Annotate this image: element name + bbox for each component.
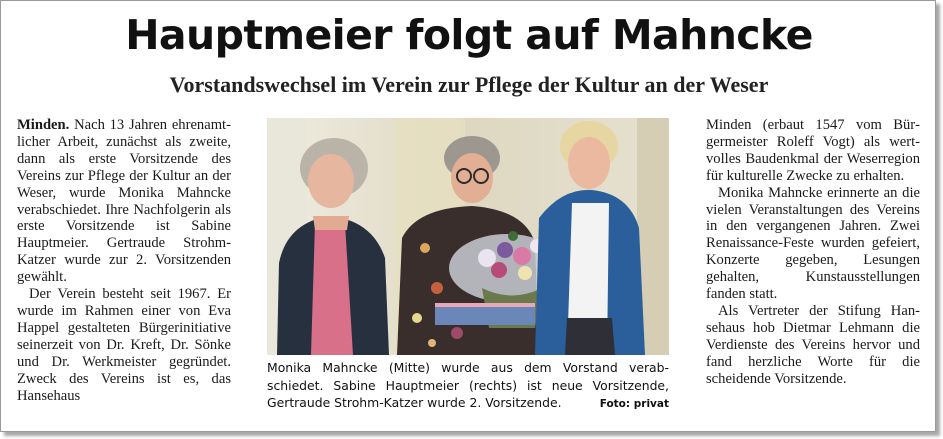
dateline: Minden. — [17, 117, 70, 133]
article-photo — [267, 118, 669, 355]
article-paragraph: Minden (erbaut 1547 vom Bürgermeister Roleff Vogt) als wertvolles Baudenkmal der Weserregion für kulturelle Zwecke zu erhalten. — [706, 117, 920, 184]
article-paragraph: Als Vertreter der Stifung Hansehaus hob Dietmar Lehmann die Verdienste des Vereins hervor und fand herzliche Worte für die scheidende Vorsitzende. — [706, 302, 920, 387]
caption-text: Monika Mahncke (Mitte) wurde aus dem Vorstand verabschiedet. Sabine Hauptmeier (rechts) ist neue Vorsitzende, Gertraude Strohm-Katzer wurde 2. Vorsitzende. — [267, 360, 669, 410]
article-column-right — [706, 117, 920, 388]
article-paragraph: Der Verein besteht seit 1967. Er wurde im Rahmen einer von Eva Happel gestalteten Bürgerinitiative seinerzeit von Dr. Kreft, Dr. Sönke und Dr. Werkmeister gegründet. Zweck des Vereins ist es, das Hansehaus — [17, 286, 231, 404]
headline: Hauptmeier folgt auf Mahncke — [125, 11, 813, 59]
photo-illustration — [267, 118, 669, 355]
paragraph-text: Nach 13 Jahren ehrenamtlicher Arbeit, zunächst als zweite, dann als erste Vorsitzende des Vereins zur Pflege der Kultur an der Weser, wurde Monika Mahncke verabschiedet. Ihre Nachfolgerin als erste Vorsitzende ist Sabine Hauptmeier. Gertraude Strohm-Katzer wurde zur 2. Vorsitzenden gewählt. — [17, 117, 231, 286]
article-paragraph — [17, 117, 231, 286]
article-paragraph: Monika Mahncke erinnerte an die vielen Veranstaltungen des Vereins in den vergangenen Jahren. Zwei Renaissance-Feste wurden gefeiert, Konzerte gegeben, Lesungen gehalten, Kunstausstellungen fanden statt. — [706, 184, 920, 303]
article-column-left — [17, 117, 231, 404]
photo-caption — [267, 359, 669, 414]
subheadline: Vorstandswechsel im Verein zur Pflege der Kultur an der Weser — [169, 72, 769, 97]
photo-credit: Foto: privat — [599, 398, 669, 410]
